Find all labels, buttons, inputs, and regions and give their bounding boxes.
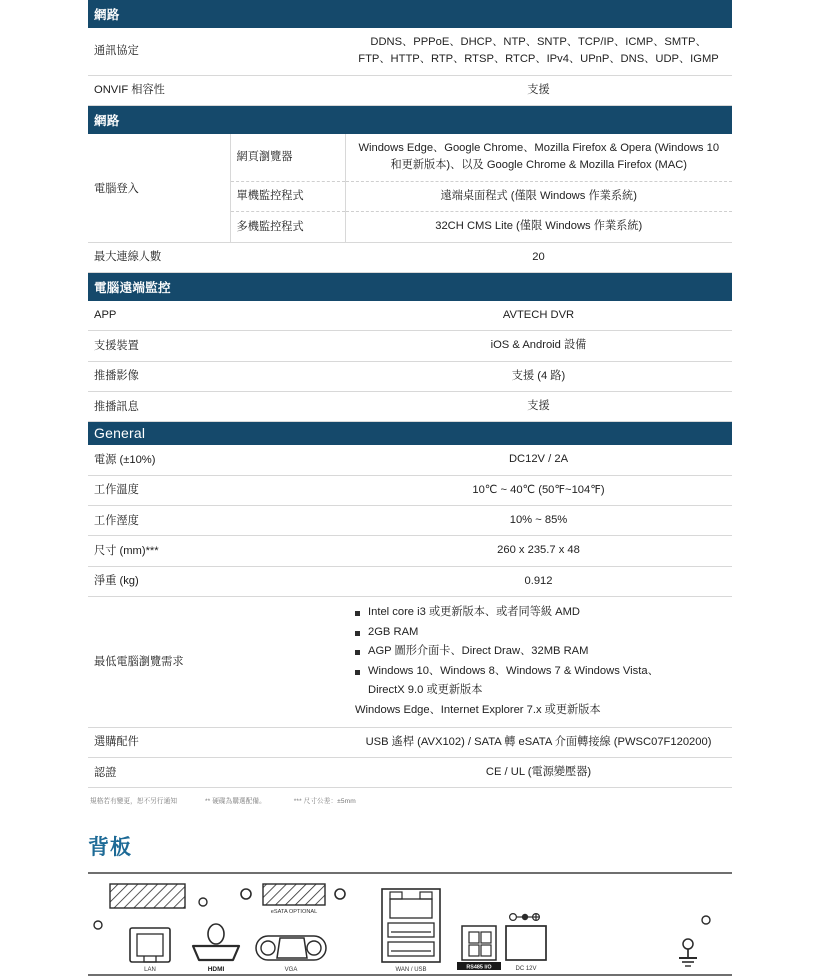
row-label: 推播訊息 — [88, 391, 345, 421]
row-label: 電源 (±10%) — [88, 445, 345, 475]
row-label: 工作溫度 — [88, 475, 345, 505]
footnotes — [88, 788, 732, 805]
list-item-continuation: DirectX 9.0 或更新版本 — [368, 684, 483, 697]
subrow-label: 單機監控程式 — [230, 181, 345, 211]
table-row — [88, 331, 732, 361]
row-label: 尺寸 (mm)*** — [88, 536, 345, 566]
screw-hole-icon — [94, 921, 102, 929]
lan-port-icon — [130, 928, 170, 962]
subrow-value: 32CH CMS Lite (僅限 Windows 作業系統) — [345, 212, 732, 242]
table-row — [88, 361, 732, 391]
row-label: 淨重 (kg) — [88, 566, 345, 596]
row-value: DC12V / 2A — [345, 445, 732, 475]
hdmi-port-icon — [193, 924, 239, 960]
list-item: Windows 10、Windows 8、Windows 7 & Windows Vista、 — [355, 662, 722, 682]
row-label: 最大連線人數 — [88, 242, 345, 272]
ground-terminal-icon — [679, 939, 697, 966]
footnote-spec-change: 規格若有變更，恕不另行通知 — [90, 798, 178, 806]
footnote-dimension-tolerance: *** 尺寸公差：±5mm — [293, 798, 356, 806]
table-row — [88, 242, 732, 272]
list-item: AGP 圖形介面卡、Direct Draw、32MB RAM — [355, 642, 722, 662]
row-value: 10% ~ 85% — [345, 506, 732, 536]
spec-sheet — [88, 0, 732, 976]
wan-usb-port-label: WAN / USB — [395, 967, 427, 974]
table-row — [88, 391, 732, 421]
row-label: ONVIF 相容性 — [88, 75, 345, 105]
row-label-pc-login: 電腦登入 — [88, 134, 230, 242]
vent-grille-icon — [110, 884, 185, 908]
table-row — [88, 536, 732, 566]
table-row — [88, 475, 732, 505]
table-row — [88, 445, 732, 475]
requirements-list — [355, 603, 722, 721]
section-title: General — [88, 422, 732, 446]
row-value: 260 x 235.7 x 48 — [345, 536, 732, 566]
table-row — [88, 301, 732, 331]
subrow-label: 多機監控程式 — [230, 212, 345, 242]
subrow-value: Windows Edge、Google Chrome、Mozilla Firefox & Opera (Windows 10 和更新版本)、以及 Google Chrome & Mozilla Firefox (MAC) — [345, 134, 732, 181]
dc-power-port-label: DC 12V — [515, 966, 537, 973]
esata-port-label: eSATA OPTIONAL — [270, 909, 318, 916]
footnote-hdd-optional: ** 硬碟為購選配備。 — [204, 798, 266, 806]
section-title: 網路 — [88, 0, 732, 28]
esata-port-icon — [263, 884, 325, 905]
hdmi-port-label: HDMI — [207, 966, 225, 974]
row-value: 10℃ ~ 40℃ (50℉~104℉) — [345, 475, 732, 505]
row-label: 推播影像 — [88, 361, 345, 391]
row-value: 0.912 — [345, 566, 732, 596]
section-header-remote-monitoring — [88, 272, 732, 301]
table-row — [88, 75, 732, 105]
vga-port-label: VGA — [284, 967, 298, 974]
wan-usb-port-icon — [382, 889, 440, 962]
table-row — [88, 506, 732, 536]
lan-port-label: LAN — [144, 967, 156, 974]
row-label: 認證 — [88, 758, 345, 788]
list-item: Intel core i3 或更新版本、或者同等級 AMD — [355, 603, 722, 623]
rs485-io-port-label: RS485 I/O — [466, 964, 492, 971]
vga-port-icon — [256, 936, 326, 960]
row-value: 支援 — [345, 391, 732, 421]
dc-power-port-icon — [506, 926, 546, 960]
row-value: 支援 (4 路) — [345, 361, 732, 391]
row-label: 選購配件 — [88, 727, 345, 757]
back-panel-diagram — [88, 872, 732, 976]
section-title: 網路 — [88, 106, 732, 135]
table-row-min-requirements — [88, 597, 732, 728]
subrow-value: 遠端桌面程式 (僅限 Windows 作業系統) — [345, 181, 732, 211]
section-header-general — [88, 422, 732, 446]
row-value-requirements — [345, 597, 732, 728]
row-label: 通訊協定 — [88, 28, 345, 75]
dc-power-polarity-icon — [510, 914, 540, 921]
row-label: 最低電腦瀏覽需求 — [88, 597, 345, 728]
screw-hole-icon — [702, 916, 710, 924]
table-row — [88, 727, 732, 757]
list-item: Windows Edge、Internet Explorer 7.x 或更新版本 — [355, 704, 601, 717]
row-value: DDNS、PPPoE、DHCP、NTP、SNTP、TCP/IP、ICMP、SMTP、FTP、HTTP、RTP、RTSP、RTCP、IPv4、UPnP、DNS、UDP、IGMP — [345, 28, 732, 75]
section-title: 電腦遠端監控 — [88, 272, 732, 301]
rs485-io-port-icon — [462, 926, 496, 960]
screw-hole-icon — [335, 889, 345, 899]
screw-hole-icon — [199, 898, 207, 906]
specification-table — [88, 0, 732, 788]
table-row — [88, 566, 732, 596]
back-panel-illustration — [88, 874, 732, 974]
table-row — [88, 28, 732, 75]
section-header-network-protocol — [88, 0, 732, 28]
list-item — [355, 681, 722, 701]
screw-hole-icon — [241, 889, 251, 899]
section-header-network-access — [88, 106, 732, 135]
table-row — [88, 758, 732, 788]
row-value: AVTECH DVR — [345, 301, 732, 331]
back-panel-frame — [88, 872, 732, 976]
row-value: iOS & Android 設備 — [345, 331, 732, 361]
list-item: 2GB RAM — [355, 623, 722, 643]
row-value: 支援 — [345, 75, 732, 105]
back-panel-heading: 背板 — [88, 836, 132, 860]
table-row — [88, 134, 732, 181]
row-value: CE / UL (電源變壓器) — [345, 758, 732, 788]
row-label: 支援裝置 — [88, 331, 345, 361]
row-label: 工作溼度 — [88, 506, 345, 536]
row-value: 20 — [345, 242, 732, 272]
row-value: USB 遙桿 (AVX102) / SATA 轉 eSATA 介面轉接線 (PWSC07F120200) — [345, 727, 732, 757]
row-label: APP — [88, 301, 345, 331]
subrow-label: 網頁瀏覽器 — [230, 134, 345, 181]
